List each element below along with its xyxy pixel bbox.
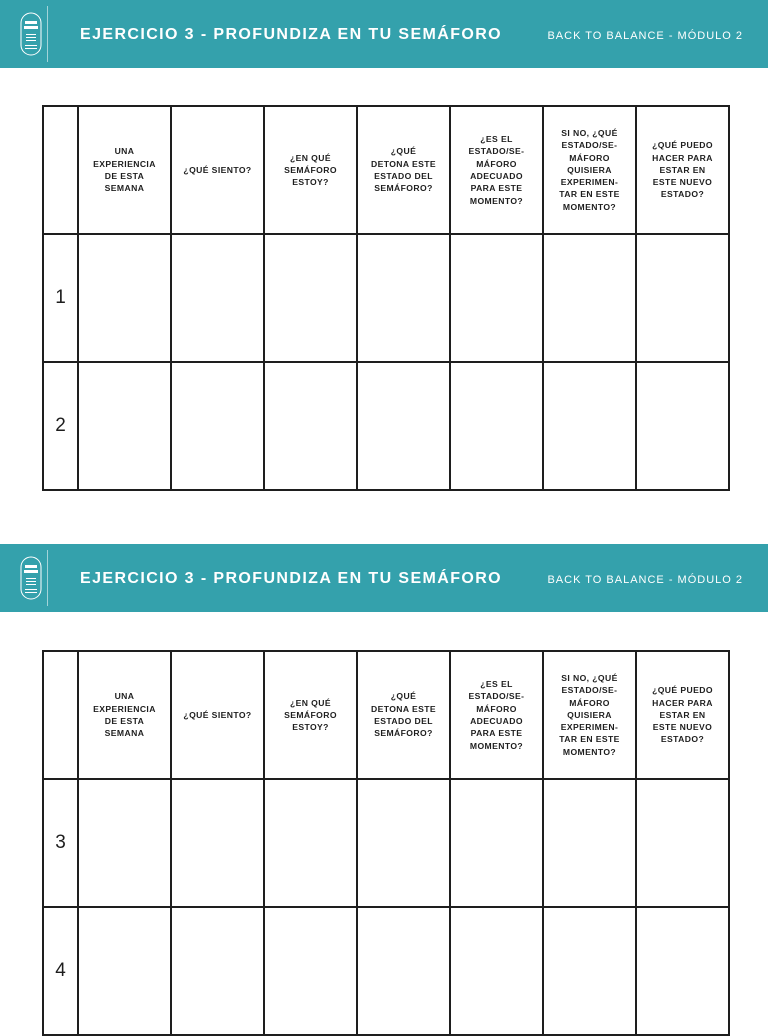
module-label: BACK TO BALANCE - MÓDULO 2 xyxy=(547,30,743,42)
answer-cell[interactable] xyxy=(171,907,264,1035)
answer-cell[interactable] xyxy=(450,234,543,362)
row-number: 2 xyxy=(43,362,78,490)
answer-cell[interactable] xyxy=(171,234,264,362)
answer-cell[interactable] xyxy=(543,362,636,490)
column-header-experience: UNA EXPERIENCIA DE ESTA SEMANA xyxy=(78,106,171,234)
answer-cell[interactable] xyxy=(636,907,729,1035)
answer-cell[interactable] xyxy=(636,779,729,907)
exercise-table-2 xyxy=(42,650,730,1036)
column-header-feeling: ¿QUÉ SIENTO? xyxy=(171,651,264,779)
answer-cell[interactable] xyxy=(264,779,357,907)
column-header-desired-state: SI NO, ¿QUÉ ESTADO/SE- MÁFORO QUISIERA EXPERIMEN- TAR EN ESTE MOMENTO? xyxy=(543,651,636,779)
row-number: 4 xyxy=(43,907,78,1035)
column-header-traffic-light: ¿EN QUÉ SEMÁFORO ESTOY? xyxy=(264,106,357,234)
answer-cell[interactable] xyxy=(450,362,543,490)
column-header-trigger: ¿QUÉ DETONA ESTE ESTADO DEL SEMÁFORO? xyxy=(357,106,450,234)
corner-cell xyxy=(43,651,78,779)
answer-cell[interactable] xyxy=(357,907,450,1035)
row-number: 1 xyxy=(43,234,78,362)
corner-cell xyxy=(43,106,78,234)
section-1-banner xyxy=(0,0,768,68)
answer-cell[interactable] xyxy=(357,234,450,362)
answer-cell[interactable] xyxy=(264,907,357,1035)
answer-cell[interactable] xyxy=(450,779,543,907)
column-header-experience: UNA EXPERIENCIA DE ESTA SEMANA xyxy=(78,651,171,779)
column-header-action: ¿QUÉ PUEDO HACER PARA ESTAR EN ESTE NUEVO ESTADO? xyxy=(636,106,729,234)
table-row xyxy=(43,362,729,490)
module-label: BACK TO BALANCE - MÓDULO 2 xyxy=(547,574,743,586)
answer-cell[interactable] xyxy=(543,779,636,907)
exercise-table-1 xyxy=(42,105,730,491)
column-header-action: ¿QUÉ PUEDO HACER PARA ESTAR EN ESTE NUEVO ESTADO? xyxy=(636,651,729,779)
brand-logo-icon xyxy=(20,12,42,56)
table-row xyxy=(43,234,729,362)
answer-cell[interactable] xyxy=(171,779,264,907)
answer-cell[interactable] xyxy=(264,362,357,490)
answer-cell[interactable] xyxy=(636,362,729,490)
answer-cell[interactable] xyxy=(357,779,450,907)
column-header-adequate: ¿ES EL ESTADO/SE- MÁFORO ADECUADO PARA ESTE MOMENTO? xyxy=(450,106,543,234)
answer-cell[interactable] xyxy=(543,234,636,362)
answer-cell[interactable] xyxy=(450,907,543,1035)
table-row xyxy=(43,907,729,1035)
page-title: EJERCICIO 3 - PROFUNDIZA EN TU SEMÁFORO xyxy=(80,26,503,43)
column-header-desired-state: SI NO, ¿QUÉ ESTADO/SE- MÁFORO QUISIERA EXPERIMEN- TAR EN ESTE MOMENTO? xyxy=(543,106,636,234)
answer-cell[interactable] xyxy=(636,234,729,362)
column-header-traffic-light: ¿EN QUÉ SEMÁFORO ESTOY? xyxy=(264,651,357,779)
table-row xyxy=(43,779,729,907)
column-header-adequate: ¿ES EL ESTADO/SE- MÁFORO ADECUADO PARA ESTE MOMENTO? xyxy=(450,651,543,779)
table-header-row xyxy=(43,651,729,779)
logo-divider xyxy=(47,550,48,606)
section-2-banner xyxy=(0,544,768,612)
answer-cell[interactable] xyxy=(78,907,171,1035)
brand-logo-icon xyxy=(20,556,42,600)
answer-cell[interactable] xyxy=(171,362,264,490)
answer-cell[interactable] xyxy=(78,779,171,907)
answer-cell[interactable] xyxy=(264,234,357,362)
page-title: EJERCICIO 3 - PROFUNDIZA EN TU SEMÁFORO xyxy=(80,570,503,587)
column-header-trigger: ¿QUÉ DETONA ESTE ESTADO DEL SEMÁFORO? xyxy=(357,651,450,779)
answer-cell[interactable] xyxy=(78,362,171,490)
answer-cell[interactable] xyxy=(543,907,636,1035)
row-number: 3 xyxy=(43,779,78,907)
logo-divider xyxy=(47,6,48,62)
column-header-feeling: ¿QUÉ SIENTO? xyxy=(171,106,264,234)
table-header-row xyxy=(43,106,729,234)
answer-cell[interactable] xyxy=(78,234,171,362)
answer-cell[interactable] xyxy=(357,362,450,490)
